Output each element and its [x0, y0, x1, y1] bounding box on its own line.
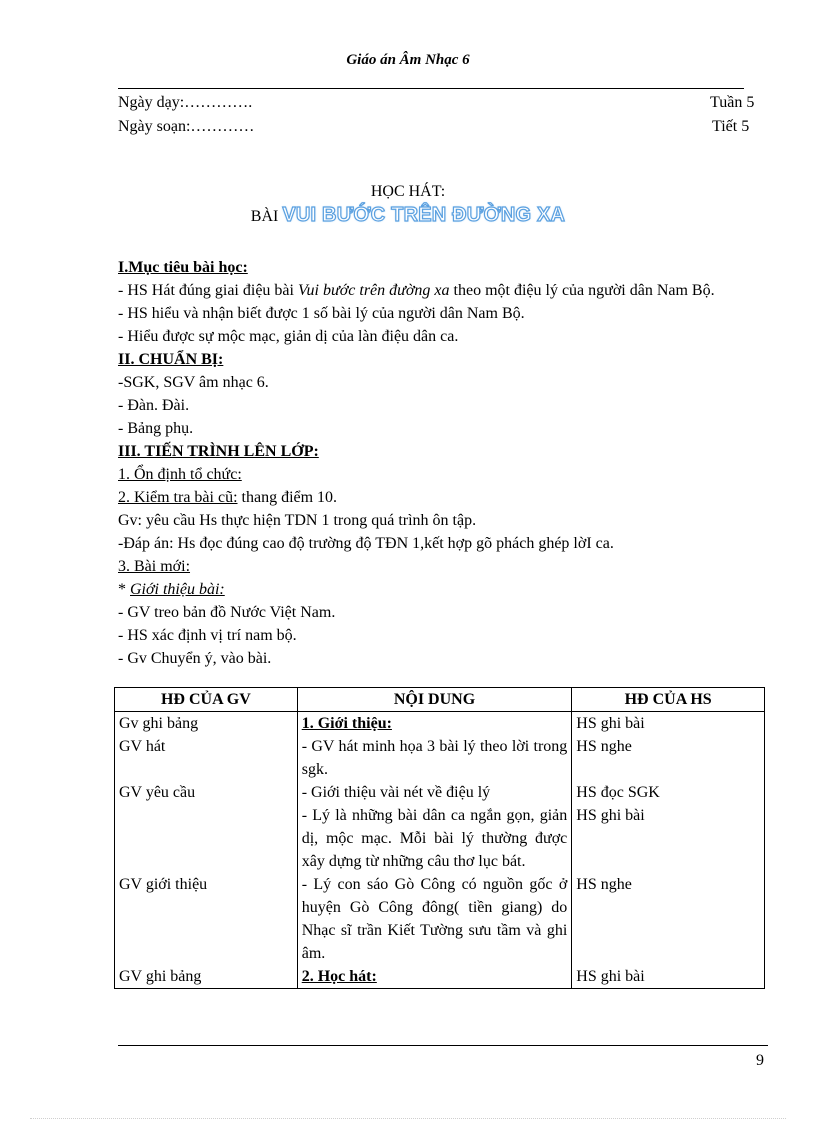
- table-row: [115, 781, 765, 804]
- cell-hs: HS đọc SGK: [572, 781, 765, 804]
- intro-label: Giới thiệu bài:: [130, 581, 225, 598]
- cell-hs: HS nghe: [572, 735, 765, 781]
- cell-hs: HS ghi bài: [572, 712, 765, 736]
- cell-heading: 2. Học hát:: [301, 968, 377, 985]
- intro-item: - GV treo bản đồ Nước Việt Nam.: [118, 604, 336, 621]
- intro-star: *: [118, 581, 130, 598]
- cell-gv: GV yêu cầu: [115, 781, 298, 804]
- page-edge-dotted-line: [30, 1118, 786, 1119]
- cell-noi-dung: [297, 712, 572, 736]
- table-row: [115, 735, 765, 781]
- section2-item: - Bảng phụ.: [118, 420, 194, 437]
- cell-noi-dung: [297, 965, 572, 989]
- section1-line2: - HS hiểu và nhận biết được 1 số bài lý của người dân Nam Bộ.: [118, 305, 525, 322]
- intro-line: [118, 578, 768, 601]
- gv-line: Gv: yêu cầu Hs thực hiện TDN 1 trong quá trình ôn tập.: [118, 512, 477, 529]
- step2-label: 2. Kiểm tra bài cũ:: [118, 489, 238, 506]
- song-title: VUI BƯỚC TRÊN ĐƯỜNG XA: [282, 204, 566, 226]
- table-row: [115, 873, 765, 965]
- header-hs: HĐ CỦA HS: [572, 688, 765, 712]
- step3: 3. Bài mới:: [118, 558, 191, 575]
- ngay-day: Ngày dạy:………….: [118, 94, 253, 111]
- step2: [118, 486, 768, 509]
- document-header-title: Giáo án Âm Nhạc 6: [346, 52, 470, 68]
- lesson-bai-label: BÀI: [250, 208, 279, 225]
- table-row: [115, 712, 765, 736]
- table-row: [115, 965, 765, 989]
- header-gv: HĐ CỦA GV: [115, 688, 298, 712]
- section2-heading: II. CHUẨN BỊ:: [118, 351, 224, 368]
- ngay-soan: Ngày soạn:…………: [118, 118, 255, 135]
- intro-item: - Gv Chuyển ý, vào bài.: [118, 650, 272, 667]
- section1-line1-text-end: theo một điệu lý của người dân Nam Bộ.: [449, 282, 715, 299]
- lesson-heading: HỌC HÁT:: [370, 183, 446, 200]
- cell-noi-dung: - Lý con sáo Gò Công có nguồn gốc ở huyện Gò Công đông( tiền giang) do Nhạc sĩ trần Kiết Tường sưu tầm và ghi âm.: [297, 873, 572, 965]
- section2-item: - Đàn. Đài.: [118, 397, 190, 414]
- section1-line1: [118, 279, 768, 302]
- song-name-italic: Vui bước trên đường xa: [297, 282, 450, 299]
- footer-rule: [118, 1045, 768, 1046]
- activity-table: [114, 687, 765, 989]
- cell-hs: HS ghi bài: [572, 965, 765, 989]
- intro-item: - HS xác định vị trí nam bộ.: [118, 627, 297, 644]
- section1-line3: - Hiểu được sự mộc mạc, giản dị của làn điệu dân ca.: [118, 328, 459, 345]
- cell-noi-dung: - Lý là những bài dân ca ngắn gọn, giản dị, mộc mạc. Mỗi bài lý thường được xây dựng từ những câu thơ lục bát.: [297, 804, 572, 873]
- lesson-title: [0, 204, 816, 227]
- cell-gv: GV giới thiệu: [115, 873, 298, 965]
- cell-gv: GV ghi bảng: [115, 965, 298, 989]
- cell-gv: [115, 804, 298, 873]
- page-number: 9: [756, 1052, 764, 1069]
- cell-hs: HS ghi bài: [572, 804, 765, 873]
- header-rule: [118, 88, 744, 89]
- cell-gv: GV hát: [115, 735, 298, 781]
- dap-an: -Đáp án: Hs đọc đúng cao độ trường độ TĐN 1,kết hợp gõ phách ghép lờI ca.: [118, 535, 614, 552]
- cell-hs: HS nghe: [572, 873, 765, 965]
- table-header-row: [115, 688, 765, 712]
- step1: 1. Ổn định tổ chức:: [118, 466, 242, 483]
- cell-noi-dung: - GV hát minh họa 3 bài lý theo lời trong sgk.: [297, 735, 572, 781]
- section1-heading: I.Mục tiêu bài học:: [118, 259, 248, 276]
- cell-heading: 1. Giới thiệu:: [301, 715, 392, 732]
- lesson-body: [118, 256, 768, 670]
- section1-line1-text: - HS Hát đúng giai điệu bài: [118, 282, 298, 299]
- section2-item: -SGK, SGV âm nhạc 6.: [118, 374, 269, 391]
- cell-gv: Gv ghi bảng: [115, 712, 298, 736]
- step2-rest: thang điểm 10.: [237, 489, 338, 506]
- table-row: [115, 804, 765, 873]
- cell-noi-dung: - Giới thiệu vài nét về điệu lý: [297, 781, 572, 804]
- tuan: Tuần 5: [710, 94, 755, 111]
- tiet: Tiết 5: [712, 118, 750, 135]
- section3-heading: III. TIẾN TRÌNH LÊN LỚP:: [118, 443, 319, 460]
- header-noi-dung: NỘI DUNG: [297, 688, 572, 712]
